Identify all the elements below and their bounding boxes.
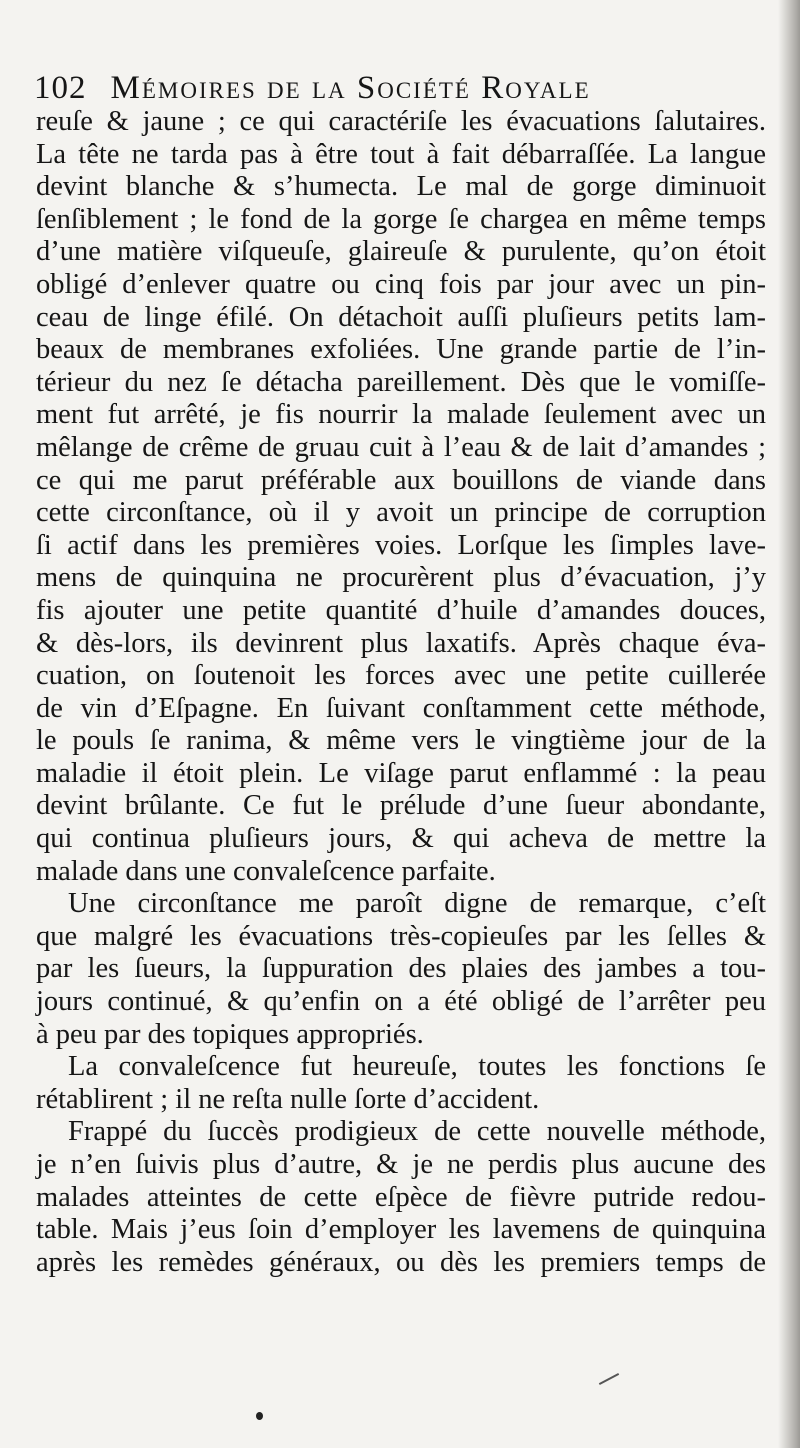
text-line: ce qui me parut préférable aux bouillons de viande dans [36,464,766,496]
text-line: La tête ne tarda pas à être tout à fait débarraſſée. La langue [36,138,766,170]
running-title: Mémoires de la Société Royale [110,70,591,106]
text-line: par les ſueurs, la ſuppuration des plaies des jambes a tou- [36,953,766,985]
text-line: le pouls ſe ranima, & même vers le vingtième jour de la [36,725,766,757]
page-number: 102 [34,70,87,106]
text-line: jours continué, & qu’enfin on a été obligé de l’arrêter peu [36,986,766,1018]
text-line: devint brûlante. Ce fut le prélude d’une ſueur abondante, [36,790,766,822]
text-line: fis ajouter une petite quantité d’huile d’amandes douces, [36,594,766,626]
text-line: je n’en ſuivis plus d’autre, & je ne perdis plus aucune des [36,1149,766,1180]
text-line: cette circonſtance, où il y avoit un principe de corruption [36,497,766,529]
text-line: mêlange de crême de gruau cuit à l’eau & de lait d’amandes ; [36,431,766,463]
text-line: table. Mais j’eus ſoin d’employer les lavemens de quinquina [36,1214,766,1246]
text-line: mens de quinquina ne procurèrent plus d’évacuation, j’y [36,562,766,594]
text-line: beaux de membranes exfoliées. Une grande partie de l’in- [36,334,766,366]
ink-mark [599,1373,619,1385]
text-line: La convaleſcence fut heureuſe, toutes les fonctions ſe [68,1051,766,1083]
text-line: de vin d’Eſpagne. En ſuivant conſtamment cette méthode, [36,692,766,724]
text-line: reuſe & jaune ; ce qui caractériſe les évacuations ſalutaires. [36,106,766,137]
text-line: térieur du nez ſe détacha pareillement. Dès que le vomiſſe- [36,366,766,398]
running-header [34,70,774,107]
ink-speck [256,1412,263,1420]
body-text [36,106,766,1279]
text-line: Frappé du ſuccès prodigieux de cette nouvelle méthode, [68,1116,766,1148]
text-line: ceau de linge éfilé. On détachoit auſſi pluſieurs petits lam- [36,301,766,333]
text-line: qui continua pluſieurs jours, & qui acheva de mettre la [36,823,766,855]
text-line: d’une matière viſqueuſe, glaireuſe & purulente, qu’on étoit [36,236,766,268]
text-line: que malgré les évacuations très-copieuſes par les ſelles & [36,920,766,952]
text-line: malades atteintes de cette eſpèce de fièvre putride redou- [36,1181,766,1213]
page-edge-shadow [778,0,800,1448]
text-line: ſenſiblement ; le fond de la gorge ſe chargea en même temps [36,203,766,235]
text-line: malade dans une convaleſcence parfaite. [36,855,496,887]
text-line: après les remèdes généraux, ou dès les premiers temps de [36,1246,766,1278]
text-line: à peu par des topiques appropriés. [36,1018,424,1050]
text-line: ment fut arrêté, je fis nourrir la malade ſeulement avec un [36,399,766,431]
text-line: devint blanche & s’humecta. Le mal de gorge diminuoit [36,171,766,203]
text-line: cuation, on ſoutenoit les forces avec une petite cuillerée [36,660,766,692]
text-line: maladie il étoit plein. Le viſage parut enflammé : la peau [36,757,766,789]
text-line: Une circonſtance me paroît digne de remarque, c’eſt [68,888,766,920]
text-line: rétablirent ; il ne reſta nulle ſorte d’accident. [36,1083,540,1115]
text-line: obligé d’enlever quatre ou cinq fois par jour avec un pin- [36,268,766,300]
text-line: & dès-lors, ils devinrent plus laxatifs. Après chaque éva- [36,627,766,659]
text-line: ſi actif dans les premières voies. Lorſque les ſimples lave- [36,529,766,561]
